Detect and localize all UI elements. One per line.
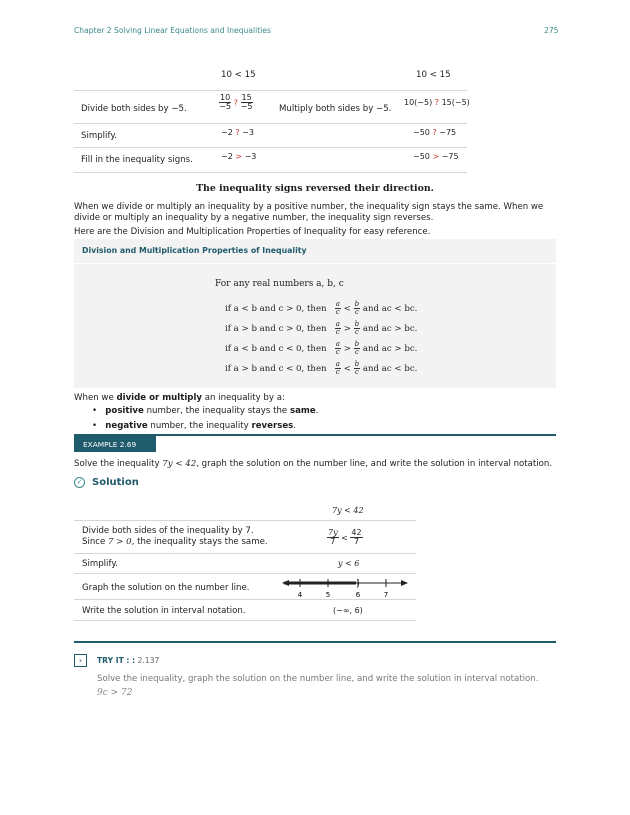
table-divider: [74, 620, 416, 621]
simplified-right: [413, 128, 456, 137]
denominator: −5: [240, 102, 253, 112]
numerator: b: [354, 299, 360, 308]
example-label: EXAMPLE 2.69: [74, 436, 156, 452]
lhs: −2: [221, 128, 233, 137]
tick-label: 6: [355, 591, 361, 599]
numerator: 7y: [328, 528, 338, 537]
box-intro: For any real numbers a, b, c: [215, 279, 344, 289]
bullet-item: • negative number, the inequality reverses.: [92, 421, 297, 431]
numerator: a: [335, 299, 340, 308]
result: and ac < bc.: [362, 364, 418, 374]
numerator: 10: [220, 93, 231, 102]
bullet-item: • positive number, the inequality stays the same.: [92, 406, 319, 416]
try-it-number: 2.137: [137, 656, 160, 665]
paragraph: When we divide or multiply an inequality by a positive number, the inequality sign stays the same. When we divide or multiply an inequality by a negative number, the inequality sign reverses.: [74, 202, 544, 224]
denominator: c: [335, 368, 340, 376]
bold-text: positive: [105, 406, 144, 416]
question-sign: ?: [235, 128, 240, 137]
rhs: 15(−5): [441, 98, 470, 107]
text: When we: [74, 393, 117, 403]
question-sign: ?: [233, 98, 238, 108]
bold-text: reverses: [251, 421, 294, 431]
bold-text: negative: [105, 421, 148, 431]
denominator: c: [354, 368, 359, 376]
table-divider: [74, 147, 467, 148]
step-label: Divide both sides by −5.: [81, 104, 187, 114]
relation: >: [343, 324, 351, 334]
numerator: b: [354, 359, 360, 368]
step-label: Write the solution in interval notation.: [82, 606, 246, 616]
denominator: c: [335, 308, 340, 316]
denominator: c: [354, 328, 359, 336]
tick-label: 7: [383, 591, 389, 599]
page-number: 275: [544, 26, 559, 35]
text: Since: [82, 537, 109, 548]
open-parenthesis: ): [356, 578, 360, 590]
table-divider: [74, 553, 416, 554]
denominator: −5: [219, 102, 231, 112]
chapter-header: Chapter 2 Solving Linear Equations and Inequalities: [74, 26, 271, 35]
step-label: Simplify.: [81, 131, 117, 141]
math: 7 > 0: [108, 537, 132, 548]
table-divider: [74, 90, 467, 91]
check-circle-icon: ✓: [74, 477, 85, 488]
step-label: Simplify.: [82, 559, 118, 569]
numerator: b: [354, 339, 360, 348]
divide-step: [327, 529, 363, 547]
lhs: −50: [413, 128, 430, 137]
try-it-math: 9c > 72: [97, 688, 133, 698]
relation: <: [343, 304, 351, 314]
fraction-inequality: [219, 94, 253, 112]
result: and ac < bc.: [362, 304, 418, 314]
solution-label: Solution: [92, 477, 139, 488]
denominator: 7: [353, 537, 360, 547]
question-sign: ?: [432, 128, 437, 137]
numerator: a: [335, 339, 340, 348]
denominator: 7: [330, 537, 336, 547]
simplified-expr: y < 6: [338, 559, 360, 568]
step-label: Fill in the inequality signs.: [81, 155, 193, 165]
text: , graph the solution on the number line, and write the solution in interval notation.: [196, 459, 553, 469]
text: number, the inequality: [147, 421, 252, 431]
text: number, the inequality stays the: [143, 406, 290, 416]
text: Divide both sides of the inequality by 7.: [82, 526, 254, 536]
inequality-sign: >: [432, 152, 440, 161]
denominator: c: [335, 348, 340, 356]
try-it-heading: [97, 656, 159, 665]
product-inequality: [404, 98, 470, 107]
text-line: [82, 537, 268, 548]
property-line: [225, 319, 417, 339]
filled-right: [413, 152, 459, 161]
step-label: Multiply both sides by −5.: [279, 104, 392, 114]
text: .: [293, 421, 297, 431]
numerator: 42: [351, 528, 362, 537]
interval-notation: (−∞, 6): [333, 606, 363, 615]
step-label: Graph the solution on the number line.: [82, 583, 250, 593]
solution-start: 7y < 42: [332, 506, 364, 515]
step-label: [82, 526, 268, 548]
table-divider: [74, 520, 416, 521]
condition: if a > b and c > 0, then: [225, 324, 327, 334]
try-it-text: Solve the inequality, graph the solution on the number line, and write the solution in interval notation.: [97, 674, 539, 684]
box-divider: [74, 263, 556, 264]
property-lines: [225, 299, 417, 379]
condition: if a < b and c < 0, then: [225, 344, 327, 354]
filled-left: [221, 152, 256, 161]
lhs: −50: [413, 152, 430, 161]
text: an inequality by a:: [202, 393, 285, 403]
tick-label: 4: [297, 591, 303, 599]
start-right: 10 < 15: [416, 70, 451, 80]
denominator: c: [354, 348, 359, 356]
properties-box: [74, 239, 556, 388]
chevron-right-icon[interactable]: ›: [74, 654, 87, 667]
result: and ac > bc.: [362, 324, 418, 334]
numerator: a: [335, 319, 340, 328]
right-arrow-icon: [401, 580, 408, 586]
bold-text: divide or multiply: [116, 393, 202, 403]
numerator: b: [354, 319, 360, 328]
property-line: [225, 339, 417, 359]
condition: if a < b and c > 0, then: [225, 304, 327, 314]
relation: <: [341, 533, 348, 543]
paragraph: Here are the Division and Multiplication Properties of Inequality for easy reference.: [74, 227, 431, 237]
number-line: [280, 575, 410, 599]
rhs: −3: [244, 152, 257, 161]
table-divider: [74, 573, 416, 574]
table-divider: [74, 172, 467, 173]
simplified-left: [221, 128, 254, 137]
example-prompt: [74, 459, 552, 469]
condition: if a > b and c < 0, then: [225, 364, 327, 374]
bold-text: same: [289, 406, 316, 416]
start-left: 10 < 15: [221, 70, 256, 80]
question-sign: ?: [434, 98, 440, 107]
tick-label: 5: [325, 591, 331, 599]
table-divider: [74, 599, 416, 600]
property-line: [225, 299, 417, 319]
text: Solve the inequality: [74, 459, 163, 469]
denominator: c: [335, 328, 340, 336]
rhs: −3: [242, 128, 254, 137]
reversed-caption: The inequality signs reversed their direction.: [196, 183, 434, 194]
inequality-sign: >: [235, 152, 243, 161]
math: 7y < 42: [162, 459, 197, 469]
lhs: −2: [221, 152, 233, 161]
numerator: 15: [241, 93, 252, 102]
try-it-label: TRY IT : :: [97, 656, 136, 665]
rhs: −75: [441, 152, 459, 161]
numerator: a: [335, 359, 340, 368]
lhs: 10(−5): [404, 98, 433, 107]
property-line: [225, 359, 417, 379]
text: , the inequality stays the same.: [131, 537, 268, 548]
rhs: −75: [439, 128, 457, 137]
result: and ac > bc.: [362, 344, 418, 354]
relation: <: [343, 364, 351, 374]
text: .: [315, 406, 319, 416]
relation: >: [343, 344, 351, 354]
example-end-rule: [74, 641, 556, 643]
table-divider: [74, 123, 467, 124]
denominator: c: [354, 308, 359, 316]
box-title: Division and Multiplication Properties of Inequality: [82, 246, 307, 255]
when-text: [74, 393, 285, 403]
